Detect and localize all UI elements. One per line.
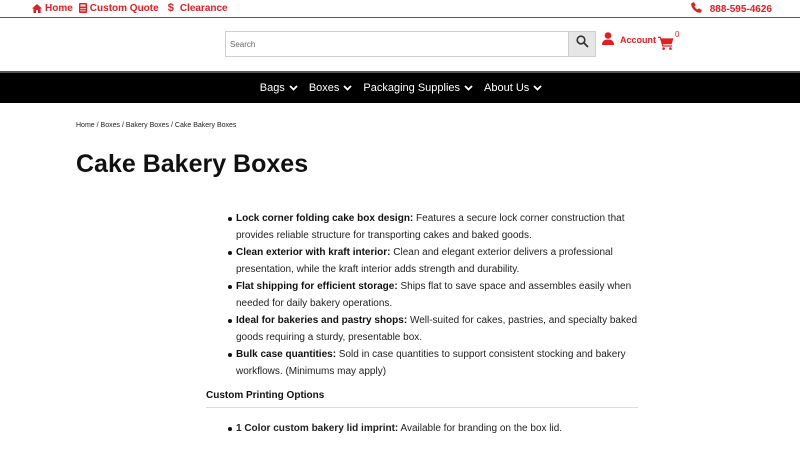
chevron-down-icon [343, 82, 352, 94]
feature-title: Bulk case quantities: [236, 349, 337, 360]
header [0, 18, 800, 70]
list-item [236, 210, 638, 244]
nav-items [0, 73, 800, 103]
search-button[interactable] [568, 32, 595, 56]
top-bar [0, 0, 800, 18]
account-label: Account [620, 34, 656, 45]
list-item [236, 312, 638, 346]
breadcrumb-item-home[interactable]: Home [76, 122, 95, 129]
dollar-icon: $ [167, 2, 174, 14]
feature-text: Sold in case quantities to support consistent stocking and bakery workflows. (Minimums may apply) [236, 349, 626, 377]
nav-item-label: Boxes [308, 82, 340, 94]
nav-item-boxes[interactable] [309, 82, 353, 94]
nav-item-label: Packaging Supplies [363, 82, 461, 94]
breadcrumb [76, 122, 236, 129]
printing-options-list [206, 420, 638, 437]
nav-item-label: Bags [259, 82, 285, 94]
breadcrumb-item-boxes[interactable]: Boxes [100, 122, 121, 129]
custom-printing-heading: Custom Printing Options [206, 390, 638, 408]
list-item [236, 346, 638, 380]
home-icon [32, 4, 42, 13]
search-icon [576, 35, 589, 53]
feature-title: Ideal for bakeries and pastry shops: [236, 315, 408, 326]
list-item [236, 420, 638, 437]
cart-icon [658, 37, 674, 54]
phone-icon [691, 2, 702, 16]
feature-text: Features a secure lock corner construction that provides reliable structure for transporting cakes and baked goods. [236, 213, 625, 241]
phone-number: 888-595-4626 [709, 3, 772, 15]
nav-item-packaging-supplies[interactable] [363, 82, 473, 94]
top-link-home[interactable] [32, 3, 73, 14]
feature-text: Ships flat to save space and assembles easily when needed for daily bakery operations. [236, 281, 632, 309]
nav-item-bags[interactable] [260, 82, 298, 94]
main-nav [0, 71, 800, 103]
list-item [236, 244, 638, 278]
chevron-down-icon [464, 82, 473, 94]
feature-list [206, 210, 638, 380]
top-links [32, 2, 228, 14]
top-link-label: Custom Quote [89, 2, 159, 14]
quote-icon [79, 3, 87, 13]
top-link-clearance[interactable] [165, 2, 228, 14]
feature-text: Well-suited for cakes, pastries, and specialty baked goods requiring a sturdy, presentable box. [236, 315, 638, 343]
feature-title: Clean exterior with kraft interior: [236, 247, 391, 258]
cart-button[interactable] [658, 36, 674, 55]
breadcrumb-item-current: Cake Bakery Boxes [174, 122, 237, 129]
search-input[interactable] [226, 32, 568, 56]
user-icon [602, 32, 614, 47]
search-bar [225, 31, 596, 57]
chevron-down-icon [533, 82, 542, 94]
breadcrumb-separator: / [121, 122, 124, 129]
cart-count-badge: 0 [675, 30, 680, 39]
account-link[interactable] [602, 32, 656, 47]
top-link-label: Clearance [179, 2, 228, 14]
top-link-custom-quote[interactable] [79, 3, 159, 14]
nav-item-about-us[interactable] [484, 82, 542, 94]
breadcrumb-separator: / [171, 122, 173, 129]
phone-link[interactable] [691, 2, 772, 16]
nav-item-label: About Us [484, 82, 530, 94]
product-description [206, 210, 638, 437]
option-text: Available for branding on the box lid. [398, 423, 563, 434]
feature-title: Flat shipping for efficient storage: [236, 281, 398, 292]
page-title: Cake Bakery Boxes [76, 150, 309, 178]
feature-text: Clean and elegant exterior delivers a professional presentation, while the kraft interior adds strength and durability. [236, 247, 613, 275]
top-link-label: Home [45, 2, 73, 14]
option-title: 1 Color custom bakery lid imprint: [236, 423, 399, 434]
breadcrumb-item-bakery-boxes[interactable]: Bakery Boxes [125, 122, 170, 129]
feature-title: Lock corner folding cake box design: [236, 213, 414, 224]
breadcrumb-separator: / [96, 122, 99, 129]
list-item [236, 278, 638, 312]
chevron-down-icon [289, 82, 298, 94]
